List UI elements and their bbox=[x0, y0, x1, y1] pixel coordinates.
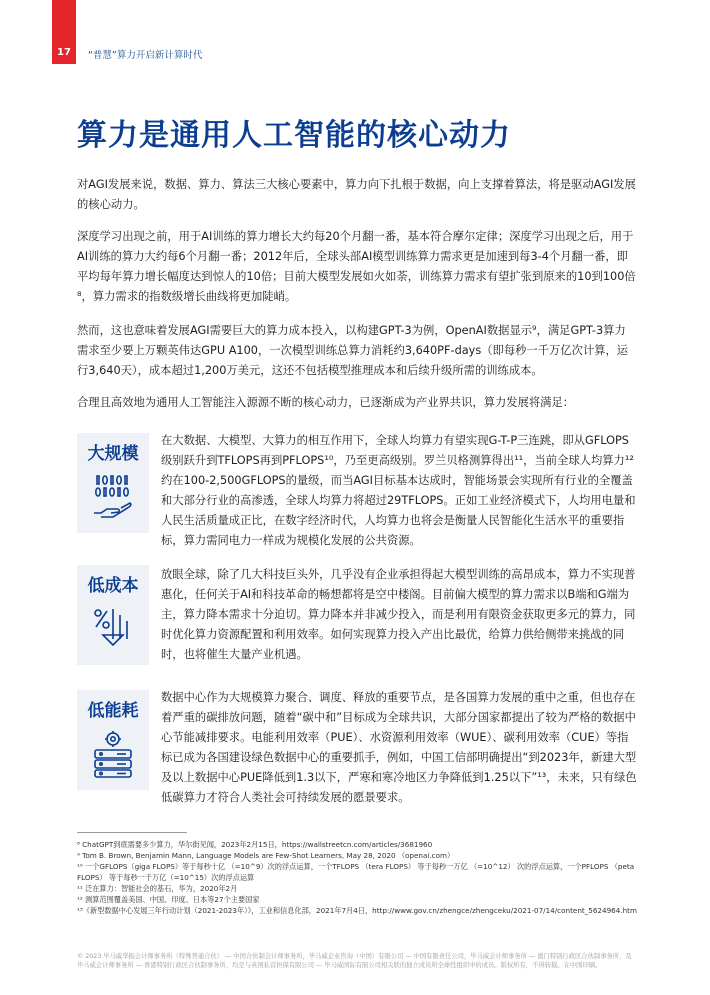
block-label: 大规模 bbox=[87, 444, 139, 464]
copyright-notice: © 2023 毕马威华振会计师事务所（特殊普通合伙） — 中国合伙制会计师事务所，毕马威企业咨询（中国）有限公司 — 中国有限责任公司，毕马威会计师事务所 — 澳门特别行政区合伙制事务所，及毕马威会计师事务所 — 香港特别行政区合伙制事务所，均是与英国私营担保有限公司 — 毕马威国际有限公司相关联的独立成员所全球性组织中的成员。版权所有，不得转载。在中国印刷。 bbox=[77, 953, 632, 969]
paragraph-1: 对AGI发展来说，数据、算力、算法三大核心要素中，算力向下扎根于数据，向上支撑着算法，将是驱动AGI发展的核心动力。 bbox=[77, 178, 636, 211]
header-accent-bar bbox=[52, 0, 76, 42]
footnote-divider bbox=[77, 832, 187, 833]
footnote-12: ¹² 测算范围覆盖美国、中国、印度、日本等27个主要国家 bbox=[77, 895, 260, 904]
cost-down-icon bbox=[91, 605, 135, 651]
paragraph-4: 合理且高效地为通用人工智能注入源源不断的核心动力，已逐渐成为产业界共识，算力发展将满足： bbox=[77, 396, 575, 409]
page-number: 17 bbox=[52, 42, 76, 64]
icon-card bbox=[77, 690, 149, 790]
icon-card bbox=[77, 565, 149, 665]
footnote-13: ¹³《新型数据中心发展三年行动计划（2021-2023年）》，工业和信息化部，2021年7月4日，http://www.gov.cn/zhengce/zhengceku/2021-07/14/content_5624964.htm bbox=[77, 906, 637, 915]
paragraph-2: 深度学习出现之前，用于AI训练的算力增长大约每20个月翻一番，基本符合摩尔定律；深度学习出现之后，用于AI训练的算力大约每6个月翻一番；2012年后，全球头部AI模型训练算力需求更是加速到每3-4个月翻一番，即平均每年算力增长幅度达到惊人的10倍；目前大模型发展如火如荼，训练算力需求有望扩张到原来的10到100倍⁸，算力需求的指数级增长曲线将更加陡峭。 bbox=[77, 230, 636, 303]
block-label: 低能耗 bbox=[87, 701, 139, 721]
paragraph-3: 然而，这也意味着发展AGI需要巨大的算力成本投入，以构建GPT-3为例，OpenAI数据显示⁹，满足GPT-3算力需求至少要上万颗英伟达GPU A100，一次模型训练总算力消耗约3,640PF-days（即每秒一千万亿次计算，运行3,640天），成本超过1,200万美元，这还不包括模型推理成本和后续升级所需的训练成本。 bbox=[77, 324, 629, 377]
block-low-cost bbox=[77, 565, 647, 675]
page-title: 算力是通用人工智能的核心动力 bbox=[77, 118, 511, 153]
server-gear-icon bbox=[91, 730, 135, 778]
block-large-scale bbox=[77, 431, 647, 581]
block-low-energy bbox=[77, 688, 647, 828]
footnote-9: ⁹ Tom B. Brown, Benjamin Mann, Language Models are Few-Shot Learners, May 28, 2020 （openai.com） bbox=[77, 851, 455, 860]
footnote-10: ¹⁰ 一个GFLOPS（giga FLOPS）等于每秒十亿 （=10^9）次的浮点运算，一个TFLOPS （tera FLOPS） 等于每秒一万亿 （=10^12） 次的浮点运算，一个PFLOPS （peta FLOPS） 等于每秒一千万亿（=10^15）次的浮点运算 bbox=[77, 862, 635, 882]
block-text: 在大数据、大模型、大算力的相互作用下，全球人均算力有望实现G-T-P三连跳，即从GFLOPS级别跃升到TFLOPS再到PFLOPS¹⁰，乃至更高级别。罗兰贝格测算得出¹¹，当前全球人均算力¹²约在100-2,500GFLOPS的量级，而当AGI目标基本达成时，智能场景会实现所有行业的全覆盖和大部分行业的高渗透，全球人均算力将超过29TFLOPS。正如工业经济模式下，人均用电量和人民生活质量成正比，在数字经济时代，人均算力也将会是衡量人民智能化生活水平的重要指标，算力需同电力一样成为规模化发展的公共资源。 bbox=[161, 434, 636, 547]
data-hand-icon bbox=[91, 473, 135, 521]
footnote-11: ¹¹ 泛在算力：智能社会的基石，华为，2020年2月 bbox=[77, 884, 238, 893]
footnotes bbox=[77, 839, 637, 916]
footnote-8: ⁸ ChatGPT到底需要多少算力，华尔街见闻，2023年2月15日，https://wallstreetcn.com/articles/3681960 bbox=[77, 840, 433, 849]
block-text: 放眼全球，除了几大科技巨头外，几乎没有企业承担得起大模型训练的高昂成本，算力不实现普惠化，任何关于AI和科技革命的畅想都将是空中楼阁。目前偏大模型的算力需求以B端和G端为主，算力降本需求十分迫切。算力降本并非减少投入，而是利用有限资金获取更多元的算力，同时优化算力资源配置和利用效率。如何实现算力投入产出比最优，给算力供给侧带来挑战的同时，也将催生大量产业机遇。 bbox=[161, 568, 636, 661]
running-title: “普慧”算力开启新计算时代 bbox=[88, 50, 203, 61]
block-text: 数据中心作为大规模算力聚合、调度、释放的重要节点，是各国算力发展的重中之重，但也存在着严重的碳排放问题，随着“碳中和”目标成为全球共识，大部分国家都提出了较为严格的数据中心节能减排要求。电能利用效率（PUE）、水资源利用效率（WUE）、碳利用效率（CUE）等指标已成为各国建设绿色数据中心的重要抓手，例如，中国工信部明确提出“到2023年，新建大型及以上数据中心PUE降低到1.3以下，严寒和寒冷地区力争降低到1.25以下”¹³，未来，只有绿色低碳算力才符合人类社会可持续发展的愿景要求。 bbox=[161, 691, 637, 804]
icon-card bbox=[77, 433, 149, 533]
block-label: 低成本 bbox=[87, 576, 139, 596]
